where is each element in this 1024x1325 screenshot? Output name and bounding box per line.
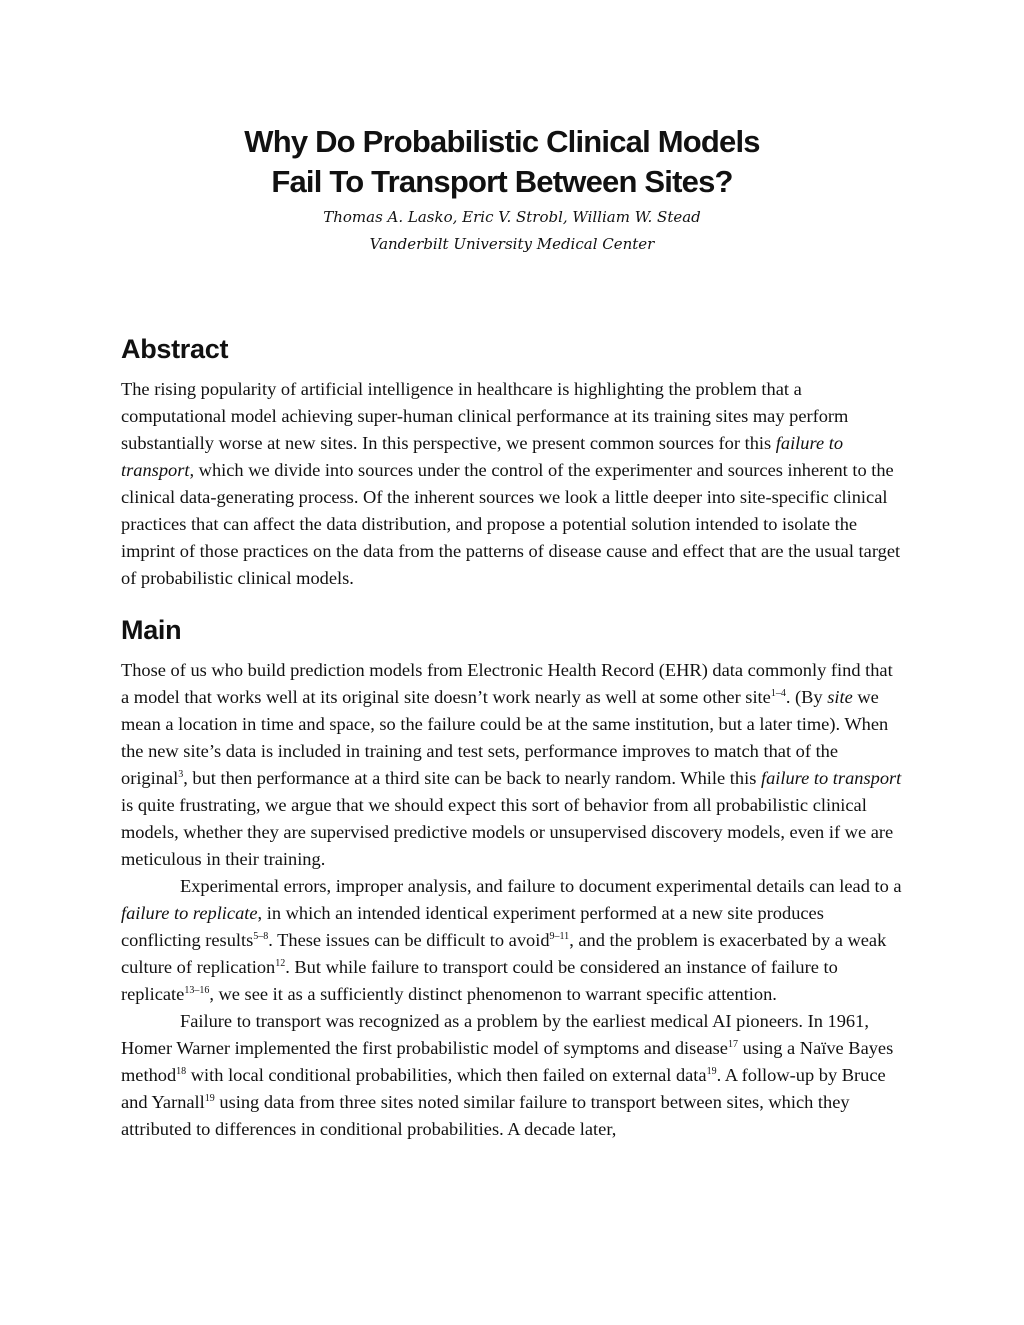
citation-ref: 5–8 — [253, 931, 269, 942]
citation-ref: 12 — [275, 958, 286, 969]
citation-ref: 1–4 — [770, 688, 786, 699]
main-paragraph-2: Experimental errors, improper analysis, and failure to document experimental details can lead to a failure to replicate, in which an intended identical experiment performed at a new site produces conflicting results$^{5-8}$. These issues can be difficult to avoid$^{9-11}$, and the problem is exacerbated by a weak culture of replication$^{12}$. But while failure to transport could be considered an instance of failure to replicate$^{13-16}$, we see it as a sufficiently distinct phenomenon to warrant specific attention. — [121, 876, 902, 1004]
affiliation: Vanderbilt University Medical Center — [369, 235, 655, 253]
emphasis: failure to transport — [760, 768, 902, 788]
citation-ref: 17 — [727, 1039, 738, 1050]
main-body — [121, 657, 903, 1143]
main-heading: Main — [121, 615, 182, 645]
author-list: Thomas A. Lasko, Eric V. Strobl, William W. Stead — [323, 208, 701, 226]
citation-ref: 18 — [176, 1066, 187, 1077]
paper-title — [0, 122, 1004, 202]
citation-ref: 3 — [178, 769, 184, 780]
abstract-paragraph: The rising popularity of artificial intelligence in healthcare is highlighting the problem that a computational model achieving super-human clinical performance at its training sites may perform substantially worse at new sites. In this perspective, we present common sources for this failure to transport, which we divide into sources under the control of the experimenter and sources inherent to the clinical data-generating process. Of the inherent sources we look a little deeper into site-specific clinical practices that can affect the data distribution, and propose a potential solution intended to isolate the imprint of those practices on the data from the patterns of disease cause and effect that are the usual target of probabilistic clinical models. — [121, 379, 901, 588]
emphasis: failure to replicate — [121, 903, 258, 923]
abstract-heading: Abstract — [121, 334, 229, 364]
citation-ref: 19 — [204, 1093, 215, 1104]
abstract-body — [121, 376, 903, 592]
main-paragraph-1: Those of us who build prediction models from Electronic Health Record (EHR) data commonly find that a model that works well at its original site doesn’t work nearly as well at some other site$^{1-4}$. (By site we mean a location in time and space, so the failure could be at the same institution, but a later time). When the new site’s data is included in training and test sets, performance improves to match that of the original$^3$, but then performance at a third site can be back to nearly random. While this failure to transport is quite frustrating, we argue that we should expect this sort of behavior from all probabilistic clinical models, whether they are supervised predictive models or unsupervised discovery models, even if we are meticulous in their training. — [121, 660, 902, 869]
citation-ref: 13–16 — [184, 985, 210, 996]
citation-ref: 9–11 — [549, 931, 570, 942]
emphasis: failure to transport, — [121, 433, 844, 480]
main-paragraph-3: Failure to transport was recognized as a problem by the earliest medical AI pioneers. In 1961, Homer Warner implemented the first probabilistic model of symptoms and disease$^{17}$ using a Naïve Bayes method$^{18}$ with local conditional probabilities, which then failed on external data$^{19}$. A follow-up by Bruce and Yarnall$^{19}$ using data from three sites noted similar failure to transport between sites, which they attributed to differences in conditional probabilities. A decade later, — [121, 1011, 894, 1139]
title-line-1: Why Do Probabilistic Clinical Models — [244, 124, 760, 159]
title-line-2: Fail To Transport Between Sites? — [271, 164, 733, 199]
emphasis: site — [827, 687, 853, 707]
citation-ref: 19 — [706, 1066, 717, 1077]
